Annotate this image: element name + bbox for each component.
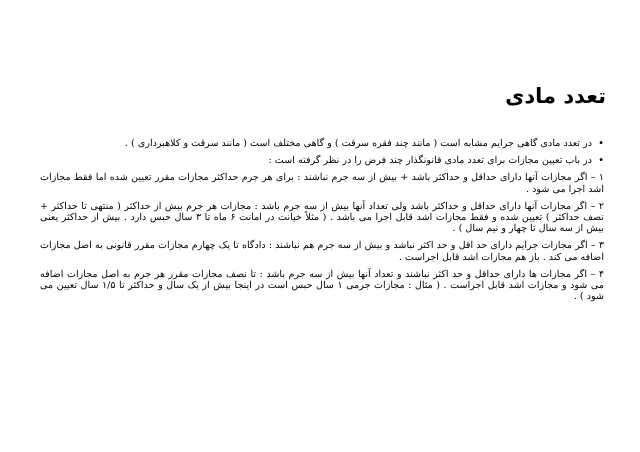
bullet-text: در تعدد مادی گاهی جرایم مشابه است ( مانند چند فقره سرقت ) و گاهی مختلف است ( مانند سرقت و کلاهبرداری ) . bbox=[124, 138, 592, 149]
rule-paragraph-3: ۳ – اگر مجازات جرایم دارای حد اقل و حد اکثر نباشد و بیش از سه جرم هم نباشند : دادگاه تا یک چهارم مجازات مقرر قانونی به اصل مجازات اضافه می کند . باز هم مجازات اشد قابل اجراست . bbox=[40, 240, 604, 263]
bullet-item bbox=[40, 138, 604, 149]
slide-title: تعدد مادی bbox=[505, 84, 606, 108]
rule-paragraph-1: ۱ – اگر مجازات آنها دارای حداقل و حداکثر باشد + بیش از سه جرم نباشند : برای هر جرم حداکثر مجازات مقرر تعیین شده اما فقط مجازات اشد اجرا می شود . bbox=[40, 172, 604, 195]
bullet-dot-icon: • bbox=[598, 138, 604, 149]
bullet-dot-icon: • bbox=[598, 155, 604, 167]
slide-body bbox=[40, 138, 604, 307]
rule-paragraph-4: ۴ – اگر مجازات ها دارای حداقل و حد اکثر نباشند و تعداد آنها بیش از سه جرم باشد : تا نصف مجازات مقرر هر جرم به اصل مجازات اضافه می شود و مجازات اشد قابل اجراست . ( مثال : مجازات جرمی ۱ سال حبس است در اینجا بیش از یک سال و حداکثر تا ۱/۵ سال تعیین می شود ) . bbox=[40, 268, 605, 303]
bullet-text: در باب تعیین مجازات برای تعدد مادی قانونگذار چند فرض را در نظر گرفته است : bbox=[268, 155, 592, 167]
bullet-item bbox=[40, 155, 604, 166]
rule-paragraph-2: ۲ – اگر مجازات آنها دارای حداقل و حداکثر باشد ولی تعداد آنها بیش از سه جرم باشد : مجازات هر جرم بیش از حداکثر ( منتهی تا حداکثر + نصف حداکثر ) تعیین شده و فقط مجازات اشد قابل اجرا می باشد . ( مثلاً خیانت در امانت ۶ ماه تا ۳ سال حبس دارد . بیش از حداکثر یعنی بیش از سه سال تا چهار و نیم سال ) . bbox=[40, 200, 605, 235]
